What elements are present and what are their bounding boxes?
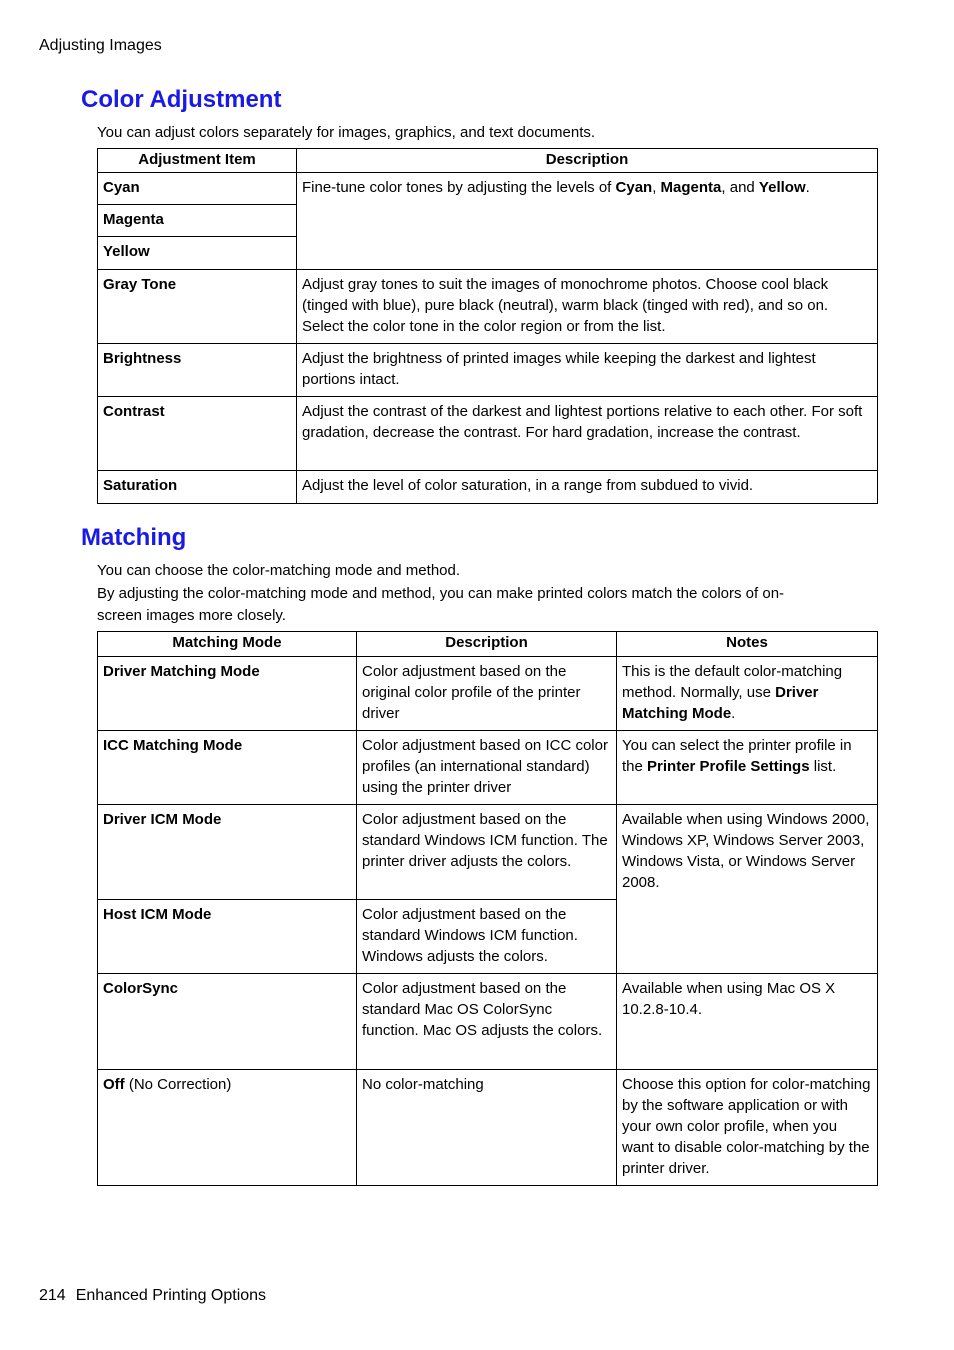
table-row (98, 657, 878, 731)
chapter-title: Enhanced Printing Options (75, 1287, 267, 1304)
column-header: Adjustment Item (98, 149, 297, 173)
adjustment-description: Adjust the level of color saturation, in a range from subdued to vivid. (297, 471, 878, 504)
matching-note: Available when using Mac OS X 10.2.8-10.4. (617, 974, 878, 1070)
adjustment-item: Saturation (98, 471, 297, 504)
adjustment-item: Magenta (98, 205, 297, 237)
matching-note: You can select the printer profile in the Printer Profile Settings list. (617, 731, 878, 805)
matching-intro-2: By adjusting the color-matching mode and method, you can make printed colors match the colors of on-screen images more closely. (97, 585, 785, 624)
matching-mode: Driver ICM Mode (98, 805, 357, 900)
adjustment-description: Fine-tune color tones by adjusting the levels of Cyan, Magenta, and Yellow. (297, 173, 878, 270)
table-row (98, 974, 878, 1070)
adjustment-item: Yellow (98, 237, 297, 270)
table-row (98, 731, 878, 805)
color-adjustment-intro: You can adjust colors separately for images, graphics, and text documents. (97, 124, 596, 141)
column-header: Notes (617, 632, 878, 657)
matching-mode: Host ICM Mode (98, 900, 357, 974)
matching-heading: Matching (81, 524, 187, 551)
matching-mode: ColorSync (98, 974, 357, 1070)
matching-intro-1: You can choose the color-matching mode and method. (97, 562, 461, 579)
color-adjustment-heading: Color Adjustment (81, 86, 282, 113)
table-row (98, 397, 878, 471)
matching-mode: ICC Matching Mode (98, 731, 357, 805)
matching-mode: Off (No Correction) (98, 1070, 357, 1186)
table-header-row (98, 149, 878, 173)
matching-note: Choose this option for color-matching by the software application or with your own color profile, when you want to disable color-matching by the printer driver. (617, 1070, 878, 1186)
table-header-row (98, 632, 878, 657)
matching-description: No color-matching (357, 1070, 617, 1186)
matching-note: This is the default color-matching method. Normally, use Driver Matching Mode. (617, 657, 878, 731)
matching-description: Color adjustment based on the standard Windows ICM function. The printer driver adjusts the colors. (357, 805, 617, 900)
adjustment-item: Gray Tone (98, 270, 297, 344)
adjustment-item: Contrast (98, 397, 297, 471)
page-footer (39, 1287, 276, 1305)
matching-note: Available when using Windows 2000, Windows XP, Windows Server 2003, Windows Vista, or Windows Server 2008. (617, 805, 878, 974)
column-header: Description (357, 632, 617, 657)
adjustment-description: Adjust the brightness of printed images while keeping the darkest and lightest portions intact. (297, 344, 878, 397)
matching-mode: Driver Matching Mode (98, 657, 357, 731)
matching-description: Color adjustment based on the original color profile of the printer driver (357, 657, 617, 731)
matching-mode-table (97, 631, 878, 1186)
table-row (98, 1070, 878, 1186)
table-row (98, 805, 878, 900)
table-row (98, 270, 878, 344)
matching-description: Color adjustment based on the standard Windows ICM function. Windows adjusts the colors. (357, 900, 617, 974)
table-row (98, 471, 878, 504)
page-number: 214 (39, 1287, 66, 1304)
column-header: Matching Mode (98, 632, 357, 657)
matching-description: Color adjustment based on the standard Mac OS ColorSync function. Mac OS adjusts the colors. (357, 974, 617, 1070)
running-header: Adjusting Images (39, 37, 162, 54)
matching-description: Color adjustment based on ICC color profiles (an international standard) using the printer driver (357, 731, 617, 805)
adjustment-item: Brightness (98, 344, 297, 397)
table-row (98, 173, 878, 205)
column-header: Description (297, 149, 878, 173)
adjustment-item: Cyan (98, 173, 297, 205)
table-row (98, 344, 878, 397)
color-adjustment-table (97, 148, 878, 504)
adjustment-description: Adjust gray tones to suit the images of monochrome photos. Choose cool black (tinged with blue), pure black (neutral), warm black (tinged with red), and so on. Select the color tone in the color region or from the list. (297, 270, 878, 344)
adjustment-description: Adjust the contrast of the darkest and lightest portions relative to each other. For soft gradation, decrease the contrast. For hard gradation, increase the contrast. (297, 397, 878, 471)
